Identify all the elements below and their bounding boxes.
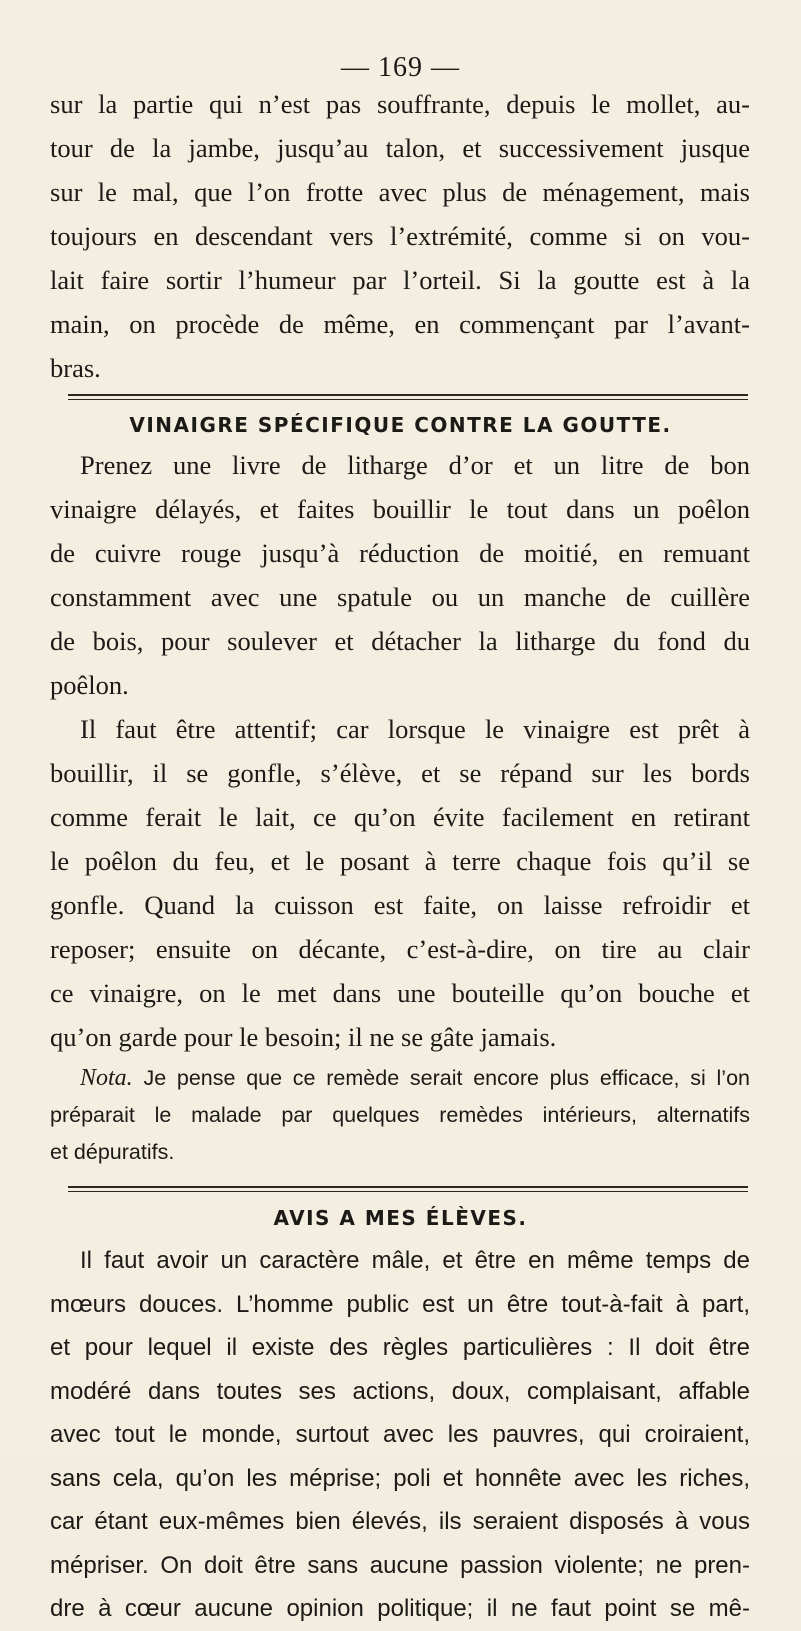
text-line: dre à cœur aucune opinion politique; il ne faut point se mê- xyxy=(50,1595,750,1622)
section-divider xyxy=(68,394,748,396)
page-number: — 169 — xyxy=(341,52,460,83)
avis-paragraph xyxy=(50,1239,750,1631)
text-line: tour de la jambe, jusqu’au talon, et successivement jusque xyxy=(50,133,750,163)
text-line: de cuivre rouge jusqu’à réduction de moitié, en remuant xyxy=(50,538,750,568)
text-line: et dépuratifs. xyxy=(50,1140,175,1164)
text-line: main, on procède de même, en commençant par l’avant- xyxy=(50,309,750,339)
section-divider xyxy=(68,1186,748,1188)
text-line: Prenez une livre de litharge d’or et un litre de bon xyxy=(80,450,750,480)
text-line: mœurs douces. L’homme public est un être tout-à-fait à part, xyxy=(50,1290,750,1318)
text-line: toujours en descendant vers l’extrémité, comme si on vou- xyxy=(50,221,750,251)
text-line: avec tout le monde, surtout avec les pauvres, qui croiraient, xyxy=(50,1421,750,1448)
text-line xyxy=(50,1060,750,1097)
text-line: mépriser. On doit être sans aucune passion violente; ne pren- xyxy=(50,1551,750,1579)
text-line: le poêlon du feu, et le posant à terre chaque fois qu’il se xyxy=(50,846,750,876)
text-line: modéré dans toutes ses actions, doux, complaisant, affable xyxy=(50,1377,750,1405)
text-line: sur le mal, que l’on frotte avec plus de ménagement, mais xyxy=(50,177,750,207)
nota-text: Je pense que ce remède serait encore plus efficace, si l’on xyxy=(143,1066,750,1090)
text-line: poêlon. xyxy=(50,670,129,700)
text-line: Il faut avoir un caractère mâle, et être en même temps de xyxy=(80,1247,750,1274)
nota-paragraph xyxy=(50,1060,750,1171)
section-heading-vinaigre: VINAIGRE SPÉCIFIQUE CONTRE LA GOUTTE. xyxy=(129,413,672,437)
nota-label: Nota. xyxy=(80,1065,133,1091)
text-line: bouillir, il se gonfle, s’élève, et se répand sur les bords xyxy=(50,758,750,788)
text-line: bras. xyxy=(50,353,101,383)
text-line: vinaigre délayés, et faites bouillir le tout dans un poêlon xyxy=(50,494,750,524)
text-line: sans cela, qu’on les méprise; poli et honnête avec les riches, xyxy=(50,1464,750,1492)
section-heading-avis: AVIS A MES ÉLÈVES. xyxy=(273,1206,528,1230)
text-line: constamment avec une spatule ou un manche de cuillère xyxy=(50,582,750,612)
text-line: qu’on garde pour le besoin; il ne se gâte jamais. xyxy=(50,1022,557,1052)
text-line: reposer; ensuite on décante, c’est-à-dire, on tire au clair xyxy=(50,934,750,964)
text-line: sur la partie qui n’est pas souffrante, depuis le mollet, au- xyxy=(50,89,750,119)
text-line: gonfle. Quand la cuisson est faite, on laisse refroidir et xyxy=(50,890,750,920)
text-line: de bois, pour soulever et détacher la litharge du fond du xyxy=(50,626,750,656)
text-line: comme ferait le lait, ce qu’on évite facilement en retirant xyxy=(50,802,750,832)
text-line: car étant eux-mêmes bien élevés, ils seraient disposés à vous xyxy=(50,1508,750,1535)
text-line: ce vinaigre, on le met dans une bouteille qu’on bouche et xyxy=(50,978,750,1008)
vinaigre-paragraph-1 xyxy=(50,443,750,707)
text-line: lait faire sortir l’humeur par l’orteil. Si la goutte est à la xyxy=(50,265,750,295)
intro-paragraph xyxy=(50,82,750,390)
text-line: Il faut être attentif; car lorsque le vinaigre est prêt à xyxy=(80,714,750,744)
vinaigre-paragraph-2 xyxy=(50,707,750,1059)
text-line: préparait le malade par quelques remèdes intérieurs, alternatifs xyxy=(50,1103,750,1127)
text-line: et pour lequel il existe des règles particulières : Il doit être xyxy=(50,1334,750,1361)
